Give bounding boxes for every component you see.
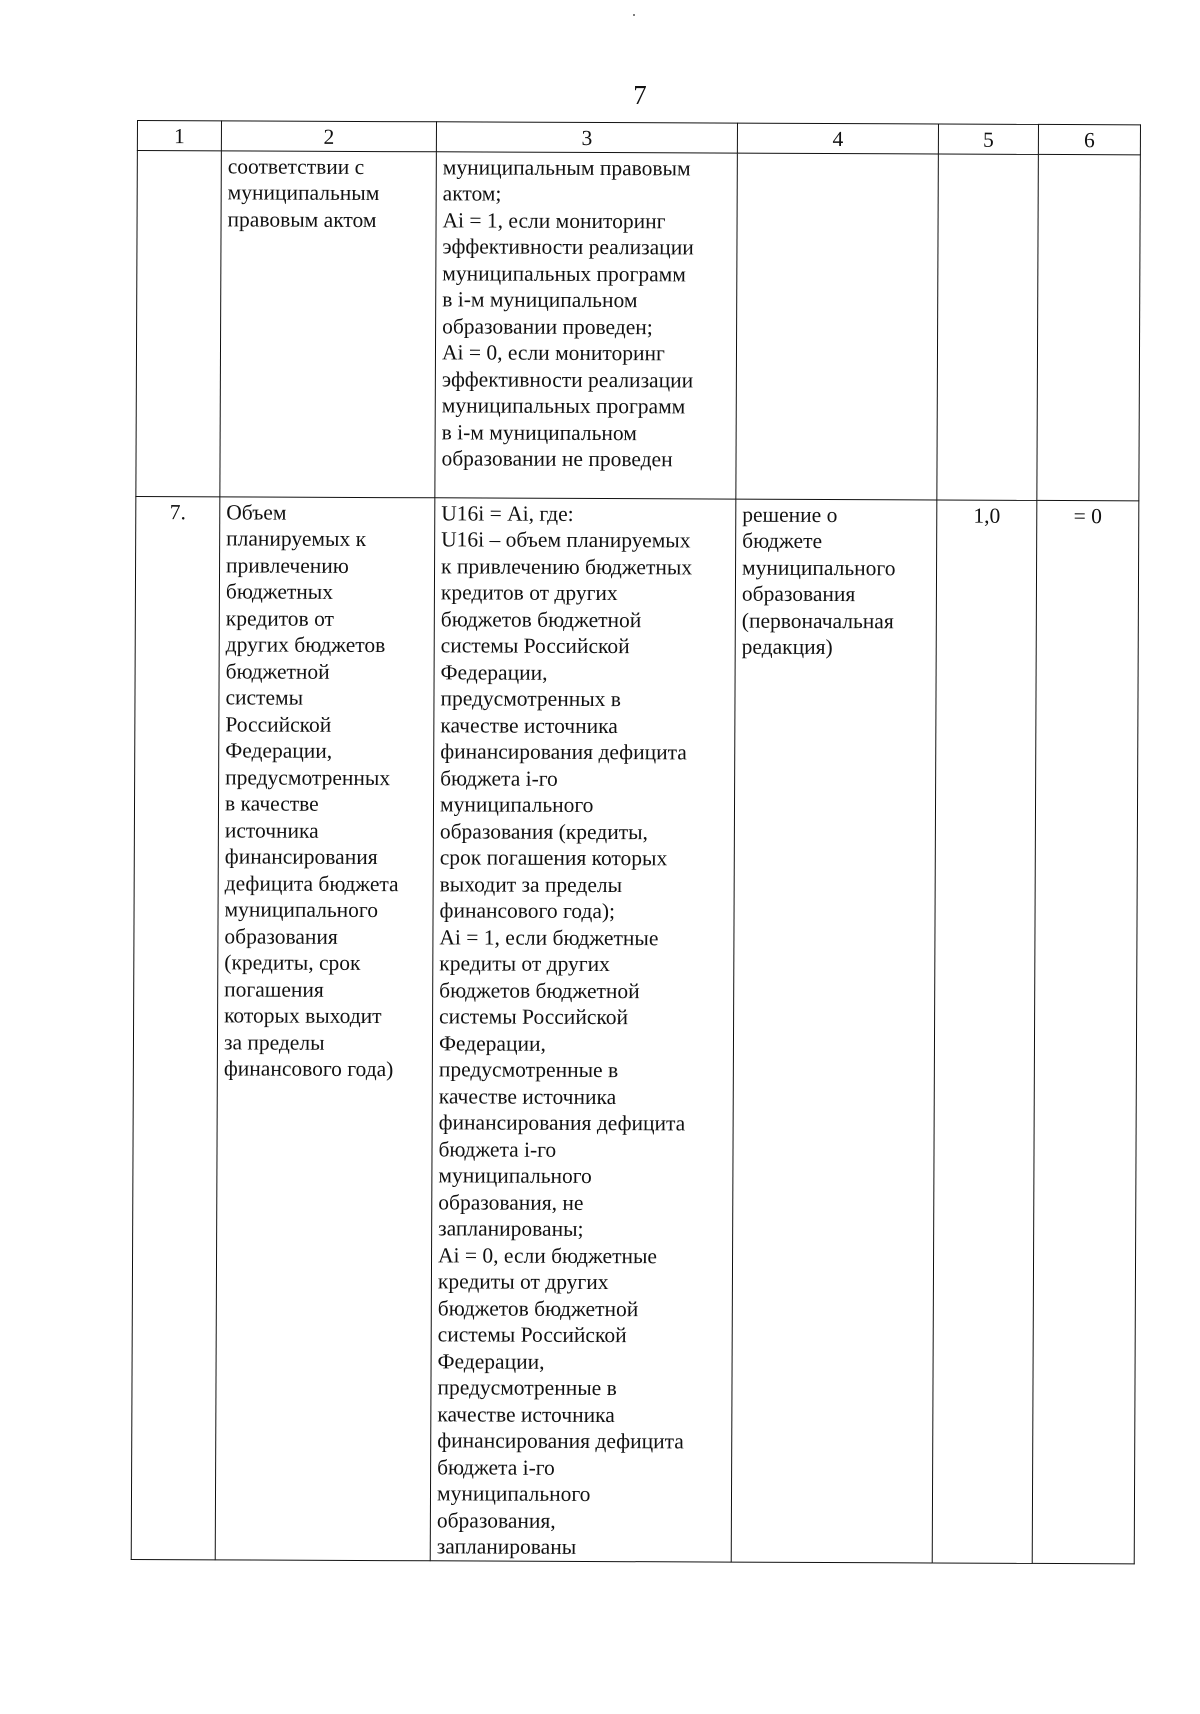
- text-line: качестве источника: [437, 1401, 615, 1427]
- text-line: муниципального: [438, 1163, 592, 1188]
- text-line: предусмотренные в: [438, 1057, 619, 1083]
- text-line: (кредиты, срок: [224, 950, 361, 975]
- text-line: образовании не проведен: [441, 446, 673, 472]
- text-line: Федерации,: [437, 1348, 545, 1374]
- formula-cell: [435, 151, 738, 498]
- text-line: решение о: [742, 502, 838, 527]
- text-line: качестве источника: [440, 712, 618, 738]
- text-line: системы Российской: [439, 1004, 629, 1030]
- text-line: финансирования дефицита: [440, 739, 687, 765]
- text-line: срок погашения которых: [439, 845, 668, 871]
- header-col-6: 6: [1038, 124, 1140, 154]
- source-cell: [736, 153, 939, 500]
- text-line: кредитов от других: [440, 580, 618, 606]
- text-line: запланированы;: [438, 1216, 584, 1241]
- text-line: образования,: [436, 1507, 556, 1533]
- text-line: эффективности реализации: [442, 234, 694, 260]
- text-line: предусмотренных в: [440, 686, 622, 712]
- text-line: образования: [224, 923, 338, 949]
- header-col-4: 4: [737, 123, 938, 153]
- text-line: Российской: [225, 711, 332, 737]
- text-line: в i-м муниципальном: [441, 419, 637, 445]
- condition-cell: = 0: [1032, 500, 1139, 1563]
- text-line: финансового года): [223, 1056, 394, 1082]
- text-line: Федерации,: [438, 1030, 546, 1056]
- text-line: правовым актом: [227, 206, 377, 232]
- text-line: бюджетных: [225, 579, 334, 604]
- condition-cell: [1037, 154, 1141, 500]
- text-line: бюджете: [742, 528, 823, 553]
- row-number-cell: [136, 150, 222, 496]
- weight-cell: 1,0: [932, 499, 1037, 1562]
- text-line: финансирования дефицита: [437, 1428, 684, 1454]
- scan-speck: [633, 14, 635, 16]
- header-col-5: 5: [938, 124, 1038, 154]
- text-line: муниципальным правовым: [442, 154, 691, 180]
- text-line: муниципального: [439, 792, 594, 817]
- text-line: эффективности реализации: [441, 366, 694, 392]
- page-number: 7: [633, 80, 647, 110]
- text-line: муниципального: [742, 555, 896, 580]
- text-line: Аi = 1, если мониторинг: [442, 207, 666, 233]
- text-line: качестве источника: [438, 1083, 617, 1109]
- text-line: запланированы: [436, 1534, 577, 1559]
- text-line: редакция): [741, 634, 833, 660]
- text-line: муниципальных программ: [441, 393, 686, 419]
- text-line: бюджета i-го: [438, 1136, 557, 1162]
- source-cell: [731, 499, 937, 1563]
- text-line: Объем: [226, 499, 287, 525]
- text-line: бюджетов бюджетной: [439, 977, 640, 1003]
- text-line: за пределы: [223, 1029, 325, 1055]
- text-line: соответствии с: [227, 153, 365, 179]
- text-line: в качестве: [224, 791, 319, 816]
- text-line: привлечению: [226, 552, 349, 578]
- text-line: бюджета i-го: [437, 1454, 555, 1480]
- text-line: кредиты от других: [439, 951, 610, 977]
- indicator-name-cell: [215, 496, 435, 1560]
- text-line: Федерации,: [225, 738, 333, 763]
- text-line: U16i = Аi, где:: [441, 500, 574, 526]
- text-line: погашения: [224, 976, 324, 1002]
- text-line: бюджетной: [225, 658, 330, 684]
- text-line: образования, не: [438, 1189, 584, 1215]
- text-line: системы: [225, 685, 304, 710]
- text-line: муниципального: [436, 1481, 591, 1506]
- indicator-table: [131, 120, 1141, 1564]
- header-col-3: 3: [436, 122, 737, 153]
- text-line: (первоначальная: [741, 608, 894, 633]
- text-line: муниципального: [224, 897, 379, 923]
- text-line: финансирования дефицита: [438, 1110, 686, 1136]
- text-line: Аi = 0, если мониторинг: [441, 340, 665, 366]
- text-line: дефицита бюджета: [224, 870, 399, 896]
- text-line: Аi = 0, если бюджетные: [437, 1242, 658, 1268]
- text-line: предусмотренные в: [437, 1375, 617, 1401]
- text-line: финансирования: [224, 844, 378, 870]
- text-line: которых выходит: [224, 1003, 382, 1029]
- indicator-name-cell: [220, 150, 437, 497]
- text-line: кредитов от: [225, 605, 335, 631]
- text-line: других бюджетов: [225, 632, 386, 658]
- formula-cell: [430, 497, 736, 1561]
- text-line: в i-м муниципальном: [442, 287, 638, 313]
- table-row: [131, 496, 1139, 1563]
- text-line: предусмотренных: [225, 764, 391, 790]
- text-line: бюджета i-го: [440, 765, 558, 791]
- text-line: муниципальных программ: [442, 260, 686, 286]
- text-line: Федерации,: [440, 659, 548, 685]
- header-col-2: 2: [221, 121, 436, 151]
- weight-cell: [937, 153, 1039, 499]
- text-line: системы Российской: [440, 633, 630, 659]
- text-line: муниципальным: [227, 180, 380, 206]
- text-line: бюджетов бюджетной: [440, 606, 642, 632]
- text-line: образовании проведен;: [442, 313, 653, 339]
- text-line: бюджетов бюджетной: [437, 1295, 639, 1321]
- text-line: актом;: [442, 181, 502, 206]
- text-line: финансового года);: [439, 898, 616, 924]
- text-line: источника: [224, 817, 319, 843]
- text-line: Аi = 1, если бюджетные: [439, 924, 659, 950]
- text-line: выходит за пределы: [439, 871, 623, 897]
- text-line: образования (кредиты,: [439, 818, 649, 844]
- row-number-cell: 7.: [131, 496, 220, 1559]
- text-line: U16i – объем планируемых: [441, 527, 691, 553]
- table-row: [136, 150, 1141, 500]
- text-line: кредиты от других: [437, 1269, 609, 1295]
- text-line: образования: [741, 581, 856, 607]
- header-col-1: 1: [137, 121, 221, 151]
- text-line: к привлечению бюджетных: [441, 553, 693, 579]
- text-line: системы Российской: [437, 1322, 627, 1348]
- text-line: планируемых к: [226, 526, 367, 552]
- table-header-row: [137, 121, 1140, 155]
